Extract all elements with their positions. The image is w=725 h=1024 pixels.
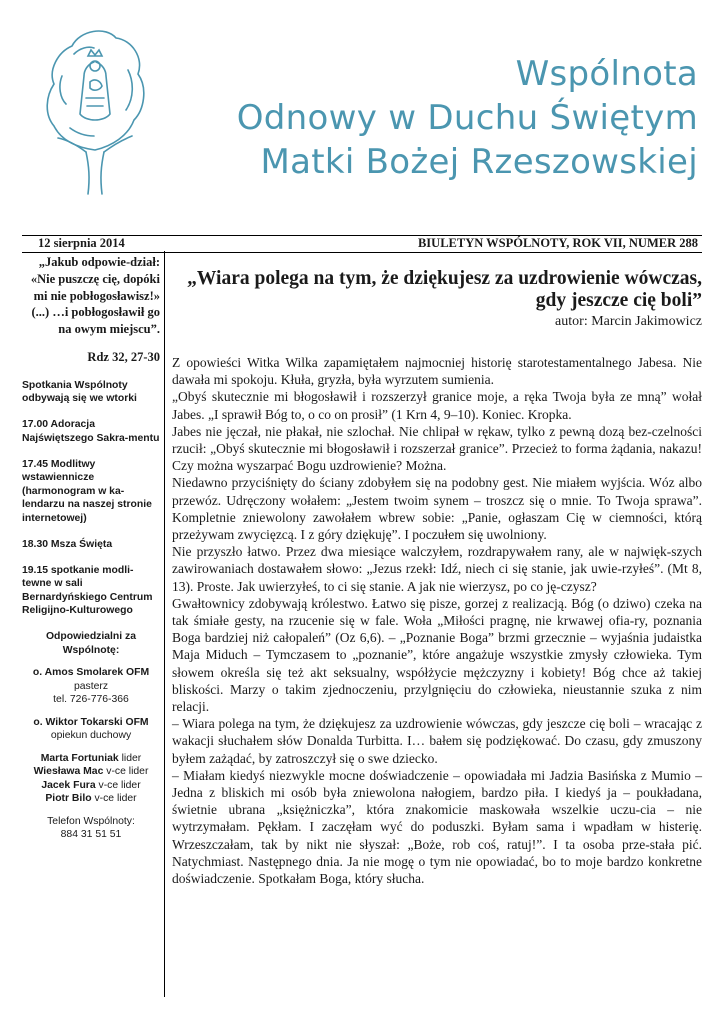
title-line-2: Odnowy w Duchu Świętym <box>236 98 698 138</box>
schedule-item: 17.00 Adoracja Najświętszego Sakra-mentu <box>22 419 160 444</box>
article-paragraph: Gwałtownicy zdobywają królestwo. Łatwo się pisze, gorzej z realizacją. Bóg (o dziwo) czeka na tak śmiałe gesty, na rzucenie się w fale. Woła „Miłości pragnę, nie krwawej ofia-ry, poznania Boga bardziej niż całopaleń” (Oz 6,6). – „Poznanie Boga” brzmi grzecznie – wyjaśnia judaistka Maja Miduch – Tymczasem to „poznanie”, które angażuje wszystkie zmysły człowieka. Tym słowem określa się też akt seksualny, współżycie mężczyzny i kobiety! Bóg chce aż takiej bliskości. Marzy o takim zjednoczeniu, przylgnięciu do człowieka, nieustannie szuka z nim relacji. <box>172 595 702 715</box>
scripture-quote: „Jakub odpowie-dział: «Nie puszczę cię, dopóki mi nie pobłogosławisz!» (...) …i pobłogosławił go na owym miejscu”. <box>30 255 160 337</box>
person-role: opiekun duchowy <box>50 730 132 742</box>
schedule-item: 19.15 spotkanie modli-tewne w sali Bernardyńskiego Centrum Religijno-Kulturowego <box>22 564 153 617</box>
leader-role: v-ce lider <box>106 766 149 778</box>
person-wiktor <box>22 716 160 743</box>
leader-name: Jacek Fura <box>41 779 96 791</box>
community-phone <box>22 815 160 842</box>
sidebar <box>22 254 160 851</box>
schedule-item: 17.45 Modlitwy wstawiennicze (harmonogram w ka-lendarzu na naszej stronie internetowej) <box>22 458 152 524</box>
leader-role: v-ce lider <box>94 793 137 805</box>
article-paragraph: „Obyś skutecznie mi błogosławił i rozszerzył granice moje, a ręka Twoja była ze mną” wołał Jabes. „I sprawił Bóg to, o co on prosił” (1 Krn 4, 9–10). Koniec. Kropka. <box>172 389 702 422</box>
article-paragraph: Jabes nie jęczał, nie płakał, nie szlochał. Nie chlipał w rękaw, tylko z pewną dozą bez-czelności rzucił: „Obyś skutecznie mi błogosławił i rozszerzał granice”. Przecież to forma żądania, nakazu! Czy można wyszarpać Bogu uzdrowienie? Można. <box>172 423 702 474</box>
responsible-title: Odpowiedzialni za Wspólnotę: <box>45 631 137 656</box>
community-logo <box>40 18 150 198</box>
leader-name: Piotr Bilo <box>45 793 92 805</box>
person-amos <box>22 666 160 707</box>
column-divider <box>164 251 165 997</box>
title-line-1: Wspólnota <box>515 54 698 94</box>
responsible-people <box>22 630 160 842</box>
phone-number: 884 31 51 51 <box>60 829 122 841</box>
leader-role: v-ce lider <box>98 779 141 791</box>
article-paragraph: Nie przyszło łatwo. Przez dwa miesiące walczyłem, rozdrapywałem rany, ale w najwięk-szych zawirowaniach dostawałem słowo: „Jezus rzekł: Idź, niech ci się stanie, jak uwie-rzyłeś”. (Mt 8, 13). Proste. Jak uwierzyłeś, to ci się stanie. A jak nie wierzysz, po co ję-czysz? <box>172 544 702 594</box>
title-line-3: Matki Bożej Rzeszowskiej <box>260 142 698 182</box>
bulletin-info-bar <box>22 235 702 253</box>
leader-role: lider <box>121 752 142 764</box>
person-role: pasterz <box>73 680 109 692</box>
leader-name: Wiesława Mac <box>33 766 104 778</box>
article-paragraph: Niedawno przyciśnięty do ściany zdobyłem się na podobny gest. Nie miałem wyjścia. Wóz albo przewóz. Udręczony wołałem: „Jestem twoim synem – troszcz się o mnie. To Twoja sprawa”. Kompletnie zniewolony zawołałem wbrew sobie: „Panie, ogłaszam Cię w ciemności, którą przeżywam zwycięzcą. I z góry dziękuję”. I poczułem się uwolniony. <box>172 475 702 543</box>
person-phone: tel. 726-776-366 <box>53 694 129 706</box>
article <box>172 268 702 887</box>
article-body <box>172 354 702 887</box>
meeting-schedule <box>22 379 160 618</box>
leader-name: Marta Fortuniak <box>40 752 119 764</box>
person-name: o. Wiktor Tokarski OFM <box>33 716 149 728</box>
phone-label: Telefon Wspólnoty: <box>47 815 135 827</box>
bulletin-number: BIULETYN WSPÓLNOTY, ROK VII, NUMER 288 <box>417 236 698 250</box>
leaders-list <box>22 752 160 806</box>
article-heading: „Wiara polega na tym, że dziękujesz za uzdrowienie wówczas, gdy jeszcze cię boli” <box>187 268 702 311</box>
person-name: o. Amos Smolarek OFM <box>32 667 150 679</box>
issue-date: 12 sierpnia 2014 <box>38 236 125 250</box>
article-paragraph: – Miałam kiedyś niezwykle mocne doświadczenie – opowiadała mi Jadzia Basińska z Mumio – Jedna z bliskich mi osób była zniewolona nałogiem, bardzo piła. I kiedyś ja – poukładana, świetnie ubrana „księżniczka”, która znakomicie maskowała wszelkie uczu-cia – nie wytrzymałam. Pękłam. I zaczęłam wyć do poduszki. Byłam sama i wpadłam w histerię. Wrzeszczałam, tak by nikt nie słyszał: „Boże, rob coś, ratuj!”. I ta osoba prze-stała pić. Natychmiast. Następnego dnia. Ja nie mogę o tym nie opowiadać, bo to moje bardzo konkretne doświadczenie. Spotkałam Boga, który słucha. <box>172 767 702 887</box>
article-paragraph: – Wiara polega na tym, że dziękujesz za uzdrowienie wówczas, gdy jeszcze cię boli – wracając z wakacji słuchałem słów Donalda Turbitta. I… bałem się podziękować. Do czasu, gdy zmuszony byłem zażądać, by zatroszczył się o swe dziecko. <box>172 716 702 766</box>
article-author: autor: Marcin Jakimowicz <box>555 314 702 329</box>
article-paragraph: Z opowieści Witka Wilka zapamiętałem najmocniej historię starotestamentalnego Jabesa. Nie dawała mi spokoju. Kłuła, gryzła, była wyrzutem sumienia. <box>172 355 702 388</box>
scripture-reference: Rdz 32, 27-30 <box>87 349 160 364</box>
tree-madonna-icon <box>40 18 150 198</box>
schedule-item: 18.30 Msza Święta <box>22 538 113 550</box>
schedule-item: Spotkania Wspólnoty odbywają się we wtorki <box>22 379 137 405</box>
community-title <box>188 52 698 184</box>
